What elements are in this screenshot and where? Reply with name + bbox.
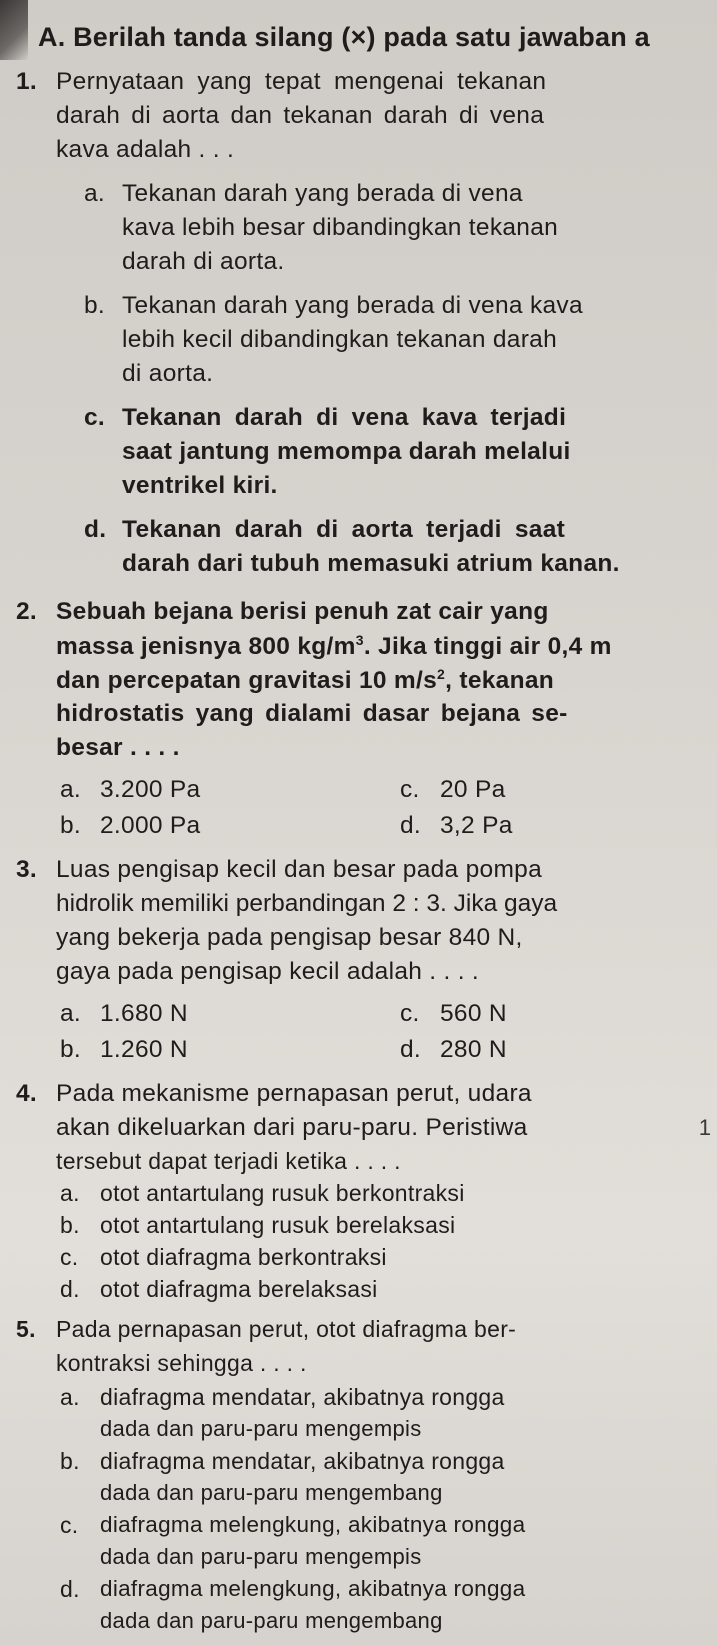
option-text-line: kava lebih besar dibandingkan tekanan (122, 214, 559, 241)
option-text: 1.260 N (100, 1036, 188, 1063)
question-text-line: akan dikeluarkan dari paru-paru. Peristiwa (56, 1114, 528, 1141)
option-text: 2.000 Pa (100, 812, 201, 839)
question-number: 3. (16, 856, 38, 883)
option-label: d. (400, 1036, 422, 1063)
question-text-line: besar . . . . (56, 734, 180, 761)
question-text-line: gaya pada pengisap kecil adalah . . . . (56, 958, 480, 985)
option-label: d. (400, 812, 422, 839)
option-text-line: diafragma melengkung, akibatnya rongga (100, 1576, 526, 1601)
option-text: otot antartulang rusuk berelaksasi (100, 1212, 456, 1238)
option-label: c. (400, 776, 420, 803)
option-text-line: lebih kecil dibandingkan tekanan darah (122, 326, 558, 353)
option-text-line: darah dari tubuh memasuki atrium kanan. (122, 550, 620, 577)
option-text: otot diafragma berkontraksi (100, 1244, 387, 1270)
option-label: a. (60, 1180, 80, 1206)
question-text-line: Pada pernapasan perut, otot diafragma ber- (56, 1316, 517, 1342)
text-segment: dan percepatan gravitasi 10 m/s (56, 667, 438, 695)
option-text-line: diafragma melengkung, akibatnya rongga (100, 1512, 526, 1537)
option-text-line: dada dan paru-paru mengempis (100, 1544, 422, 1569)
question-number: 1. (16, 68, 38, 95)
option-text: 20 Pa (440, 776, 506, 803)
option-text: otot antartulang rusuk berkontraksi (100, 1180, 465, 1206)
text-segment: massa jenisnya 800 kg/m (56, 633, 356, 661)
option-text-line: diafragma mendatar, akibatnya rongga (100, 1448, 505, 1474)
stray-mark: 1 (698, 1115, 711, 1140)
option-label: b. (60, 1036, 82, 1063)
question-number: 5. (16, 1316, 36, 1342)
question-text-line (56, 666, 554, 695)
option-text-line: Tekanan darah di aorta terjadi saat (122, 516, 566, 543)
option-text-line: Tekanan darah yang berada di vena (122, 180, 523, 207)
option-label: a. (60, 776, 82, 803)
option-text: 560 N (440, 1000, 507, 1027)
superscript: 2 (437, 666, 446, 682)
option-text: otot diafragma berelaksasi (100, 1276, 378, 1302)
option-text: 3,2 Pa (440, 812, 513, 839)
option-text-line: saat jantung memompa darah melalui (122, 438, 571, 465)
option-text-line: diafragma mendatar, akibatnya rongga (100, 1384, 505, 1410)
option-text: 1.680 N (100, 1000, 188, 1027)
question-text-line: hidrostatis yang dialami dasar bejana se- (56, 700, 568, 727)
option-label: b. (60, 1212, 80, 1238)
question-text-line: Pernyataan yang tepat mengenai tekanan (56, 68, 547, 95)
section-heading: A. Berilah tanda silang (×) pada satu jawaban a (38, 22, 650, 52)
page-corner-shadow (0, 0, 28, 60)
question-text-line: yang bekerja pada pengisap besar 840 N, (56, 924, 523, 951)
question-text-line: Sebuah bejana berisi penuh zat cair yang (56, 598, 549, 625)
option-label: d. (60, 1276, 80, 1302)
question-text-line: kava adalah . . . (56, 136, 235, 163)
option-label: a. (60, 1000, 82, 1027)
text-segment: . Jika tinggi air 0,4 m (363, 633, 612, 661)
option-label: c. (60, 1512, 79, 1538)
option-text-line: dada dan paru-paru mengempis (100, 1416, 422, 1441)
option-label: b. (60, 1448, 80, 1474)
question-text-line: kontraksi sehingga . . . . (56, 1350, 307, 1376)
text-segment: , tekanan (445, 667, 555, 695)
option-text-line: ventrikel kiri. (122, 472, 278, 499)
question-number: 2. (16, 598, 38, 625)
option-label: c. (60, 1244, 79, 1270)
option-text-line: Tekanan darah di vena kava terjadi (122, 404, 567, 431)
question-text-line: tersebut dapat terjadi ketika . . . . (56, 1148, 401, 1174)
question-number: 4. (16, 1080, 38, 1107)
question-text-line (56, 632, 612, 661)
option-label: a. (84, 180, 106, 207)
question-text-line: Luas pengisap kecil dan besar pada pompa (56, 856, 543, 883)
option-label: d. (60, 1576, 80, 1602)
option-label: c. (84, 404, 106, 431)
option-text-line: dada dan paru-paru mengembang (100, 1608, 443, 1633)
option-text: 280 N (440, 1036, 507, 1063)
option-text-line: Tekanan darah yang berada di vena kava (122, 292, 583, 319)
option-text-line: di aorta. (122, 360, 214, 387)
option-label: b. (60, 812, 82, 839)
question-text-line: Pada mekanisme pernapasan perut, udara (56, 1080, 532, 1107)
option-label: a. (60, 1384, 80, 1410)
option-text-line: darah di aorta. (122, 248, 285, 275)
option-label: c. (400, 1000, 420, 1027)
option-label: b. (84, 292, 106, 319)
option-text-line: dada dan paru-paru mengembang (100, 1480, 443, 1505)
option-label: d. (84, 516, 107, 543)
superscript: 3 (355, 632, 364, 648)
option-text: 3.200 Pa (100, 776, 201, 803)
question-text-line: hidrolik memiliki perbandingan 2 : 3. Jika gaya (56, 890, 558, 917)
question-text-line: darah di aorta dan tekanan darah di vena (56, 102, 545, 129)
